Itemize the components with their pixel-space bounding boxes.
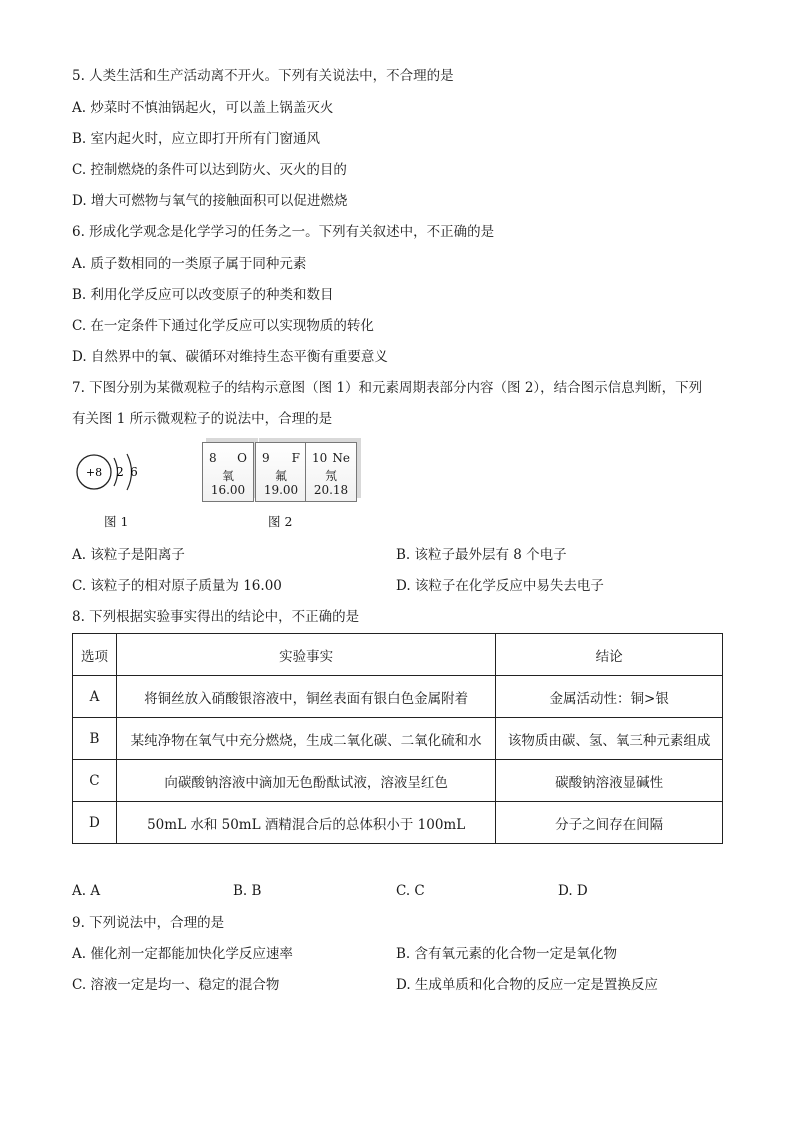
q7-stem-line1: 7. 下图分别为某微观粒子的结构示意图（图 1）和元素周期表部分内容（图 2），结合图示信息判断，下列 bbox=[72, 380, 703, 396]
row-conclusion: 碳酸钠溶液显碱性 bbox=[496, 760, 723, 802]
q7-option-b: B. 该粒子最外层有 8 个电子 bbox=[396, 547, 567, 563]
q5-option-c: C. 控制燃烧的条件可以达到防火、灭火的目的 bbox=[72, 162, 347, 178]
row-fact: 向碳酸钠溶液中滴加无色酚酞试液，溶液呈红色 bbox=[116, 760, 495, 802]
q7-stem-line2: 有关图 1 所示微观粒子的说法中，合理的是 bbox=[72, 411, 333, 427]
atomic-mass: 20.18 bbox=[313, 483, 349, 497]
q9-option-b: B. 含有氧元素的化合物一定是氧化物 bbox=[396, 946, 618, 962]
atom-structure-diagram bbox=[74, 448, 154, 504]
q5-stem: 5. 人类生活和生产活动离不开火。下列有关说法中，不合理的是 bbox=[72, 68, 454, 84]
element-symbol: F bbox=[291, 451, 300, 465]
table-header-row bbox=[73, 634, 723, 676]
header-conclusion: 结论 bbox=[496, 634, 723, 676]
q7-option-a: A. 该粒子是阳离子 bbox=[72, 547, 185, 563]
element-card-neon bbox=[305, 442, 357, 502]
q8-answer-c: C. C bbox=[396, 883, 425, 899]
element-card-oxygen bbox=[202, 442, 254, 502]
fig1-caption: 图 1 bbox=[104, 514, 129, 529]
header-fact: 实验事实 bbox=[116, 634, 495, 676]
q5-option-a: A. 炒菜时不慎油锅起火，可以盖上锅盖灭火 bbox=[72, 100, 334, 116]
row-conclusion: 该物质由碳、氢、氧三种元素组成 bbox=[496, 718, 723, 760]
element-symbol: Ne bbox=[332, 451, 350, 465]
atomic-number: 9 bbox=[262, 451, 270, 465]
q8-answer-b: B. B bbox=[233, 883, 262, 899]
q9-option-a: A. 催化剂一定都能加快化学反应速率 bbox=[72, 946, 293, 962]
row-fact: 将铜丝放入硝酸银溶液中，铜丝表面有银白色金属附着 bbox=[116, 676, 495, 718]
row-option: B bbox=[73, 718, 117, 760]
table-row bbox=[73, 760, 723, 802]
shell2-electrons: 6 bbox=[130, 465, 138, 479]
q8-stem: 8. 下列根据实验事实得出的结论中，不正确的是 bbox=[72, 609, 360, 625]
row-conclusion: 金属活动性：铜>银 bbox=[496, 676, 723, 718]
table-row bbox=[73, 676, 723, 718]
element-name: 氧 bbox=[221, 469, 234, 483]
q5-option-b: B. 室内起火时，应立即打开所有门窗通风 bbox=[72, 131, 321, 147]
q7-option-c: C. 该粒子的相对原子质量为 16.00 bbox=[72, 578, 282, 594]
q9-stem: 9. 下列说法中，合理的是 bbox=[72, 915, 225, 931]
atomic-number: 10 bbox=[312, 451, 328, 465]
q5-option-d: D. 增大可燃物与氧气的接触面积可以促进燃烧 bbox=[72, 193, 348, 209]
row-option: C bbox=[73, 760, 117, 802]
element-card-fluorine bbox=[255, 442, 307, 502]
q7-option-d: D. 该粒子在化学反应中易失去电子 bbox=[396, 578, 604, 594]
row-option: D bbox=[73, 802, 117, 844]
header-option: 选项 bbox=[73, 634, 117, 676]
element-name: 氖 bbox=[324, 469, 337, 483]
atomic-mass: 16.00 bbox=[210, 483, 246, 497]
table-row bbox=[73, 718, 723, 760]
q6-option-d: D. 自然界中的氧、碳循环对维持生态平衡有重要意义 bbox=[72, 349, 388, 365]
row-conclusion: 分子之间存在间隔 bbox=[496, 802, 723, 844]
nucleus-charge: +8 bbox=[85, 466, 103, 479]
q8-answer-d: D. D bbox=[558, 883, 588, 899]
row-fact: 50mL 水和 50mL 酒精混合后的总体积小于 100mL bbox=[116, 802, 495, 844]
element-symbol: O bbox=[237, 451, 247, 465]
q6-stem: 6. 形成化学观念是化学学习的任务之一。下列有关叙述中，不正确的是 bbox=[72, 224, 495, 240]
row-fact: 某纯净物在氧气中充分燃烧，生成二氧化碳、二氧化硫和水 bbox=[116, 718, 495, 760]
atomic-number: 8 bbox=[209, 451, 217, 465]
q6-option-b: B. 利用化学反应可以改变原子的种类和数目 bbox=[72, 287, 334, 303]
q6-option-a: A. 质子数相同的一类原子属于同种元素 bbox=[72, 256, 307, 272]
q8-answer-a: A. A bbox=[72, 883, 101, 899]
shell1-electrons: 2 bbox=[116, 465, 124, 479]
element-name: 氟 bbox=[274, 469, 287, 483]
fig2-caption: 图 2 bbox=[268, 514, 293, 529]
q6-option-c: C. 在一定条件下通过化学反应可以实现物质的转化 bbox=[72, 318, 374, 334]
row-option: A bbox=[73, 676, 117, 718]
table-row bbox=[73, 802, 723, 844]
experiment-table bbox=[72, 633, 723, 844]
q9-option-d: D. 生成单质和化合物的反应一定是置换反应 bbox=[396, 977, 658, 993]
q9-option-c: C. 溶液一定是均一、稳定的混合物 bbox=[72, 977, 280, 993]
atomic-mass: 19.00 bbox=[263, 483, 299, 497]
